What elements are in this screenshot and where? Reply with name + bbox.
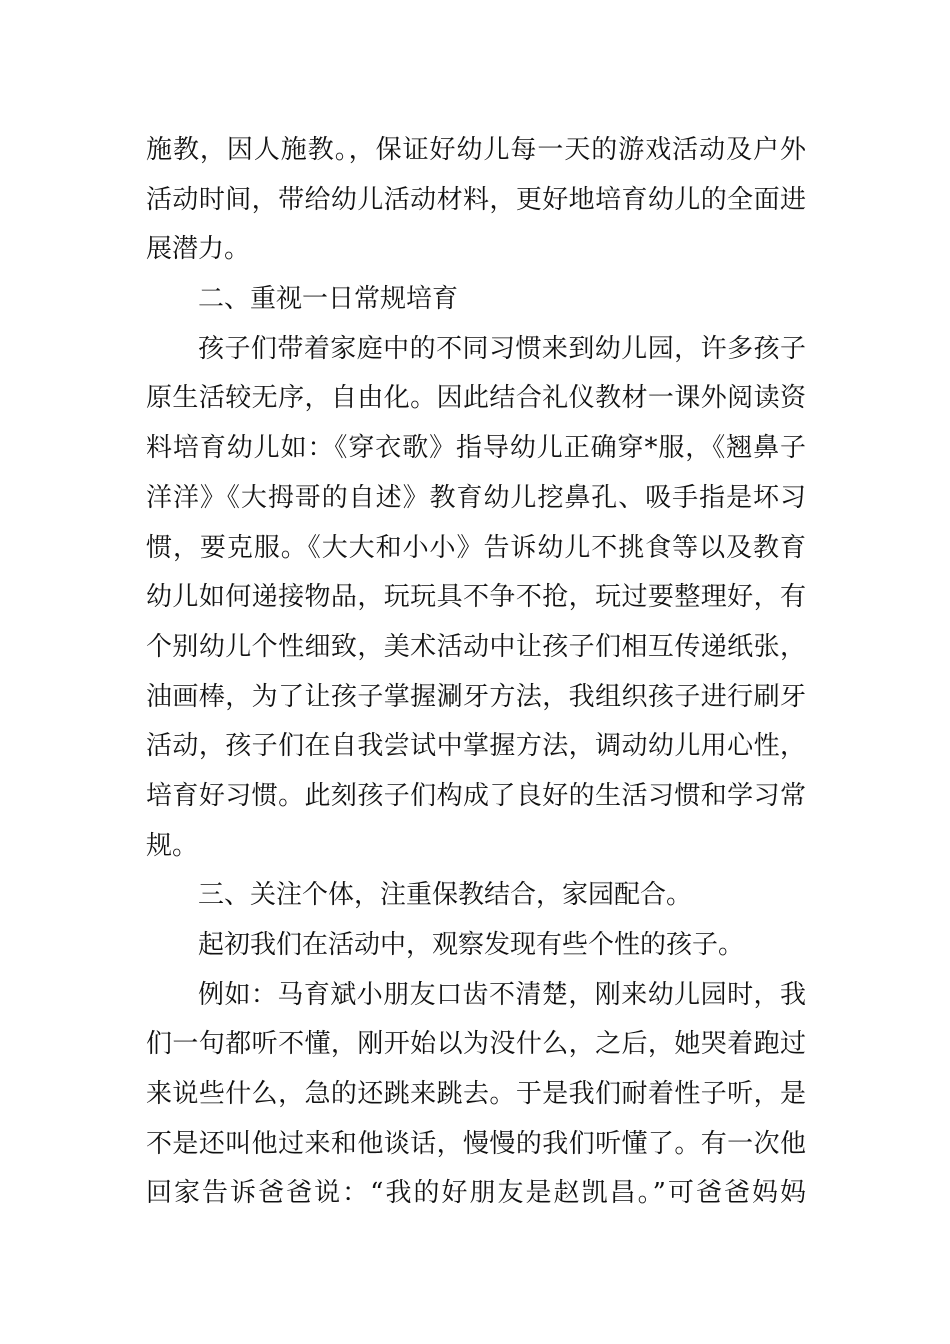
section-heading: 二、重视一日常规培育	[198, 284, 459, 315]
text-line: 料培育幼儿如：《穿衣歌》指导幼儿正确穿*服，《翘鼻子	[146, 433, 806, 464]
text-line: 展潜力。	[146, 234, 251, 265]
text-line: 规。	[146, 830, 199, 861]
text-line: 起初我们在活动中，观察发现有些个性的孩子。	[198, 930, 745, 960]
text-line: 回家告诉爸爸说：“我的好朋友是赵凯昌。”可爸爸妈妈	[146, 1178, 806, 1209]
text-line: 个别幼儿个性细致，美术活动中让孩子们相互传递纸张，	[146, 631, 806, 662]
text-line: 活动，孩子们在自我尝试中掌握方法，调动幼儿用心性，	[146, 731, 806, 762]
text-line: 油画棒，为了让孩子掌握涮牙方法，我组织孩子进行刷牙	[146, 681, 806, 712]
text-line: 原生活较无序，自由化。因此结合礼仪教材一课外阅读资	[146, 383, 806, 414]
body-text	[146, 126, 806, 1219]
text-line: 们一句都听不懂，刚开始以为没什么，之后，她哭着跑过	[146, 1029, 806, 1060]
text-line: 幼儿如何递接物品，玩玩具不争不抢，玩过要整理好，有	[146, 582, 806, 613]
text-line: 施教，因人施教。，保证好幼儿每一天的游戏活动及户外	[146, 135, 806, 165]
text-line: 例如：马育斌小朋友口齿不清楚，刚来幼儿园时，我	[198, 979, 806, 1010]
text-line: 培育好习惯。此刻孩子们构成了良好的生活习惯和学习常	[146, 780, 806, 811]
text-line: 孩子们带着家庭中的不同习惯来到幼儿园，许多孩子	[198, 333, 806, 364]
text-line: 洋洋》《大拇哥的自述》教育幼儿挖鼻孔、吸手指是坏习	[146, 482, 806, 513]
text-line: 来说些什么，急的还跳来跳去。于是我们耐着性子听，是	[146, 1079, 806, 1110]
text-line: 不是还叫他过来和他谈话，慢慢的我们听懂了。有一次他	[146, 1128, 806, 1159]
section-heading: 三、关注个体，注重保教结合，家园配合。	[198, 880, 693, 911]
text-line: 活动时间，带给幼儿活动材料，更好地培育幼儿的全面进	[146, 184, 806, 215]
text-line: 惯，要克服。《大大和小小》告诉幼儿不挑食等以及教育	[146, 532, 806, 563]
